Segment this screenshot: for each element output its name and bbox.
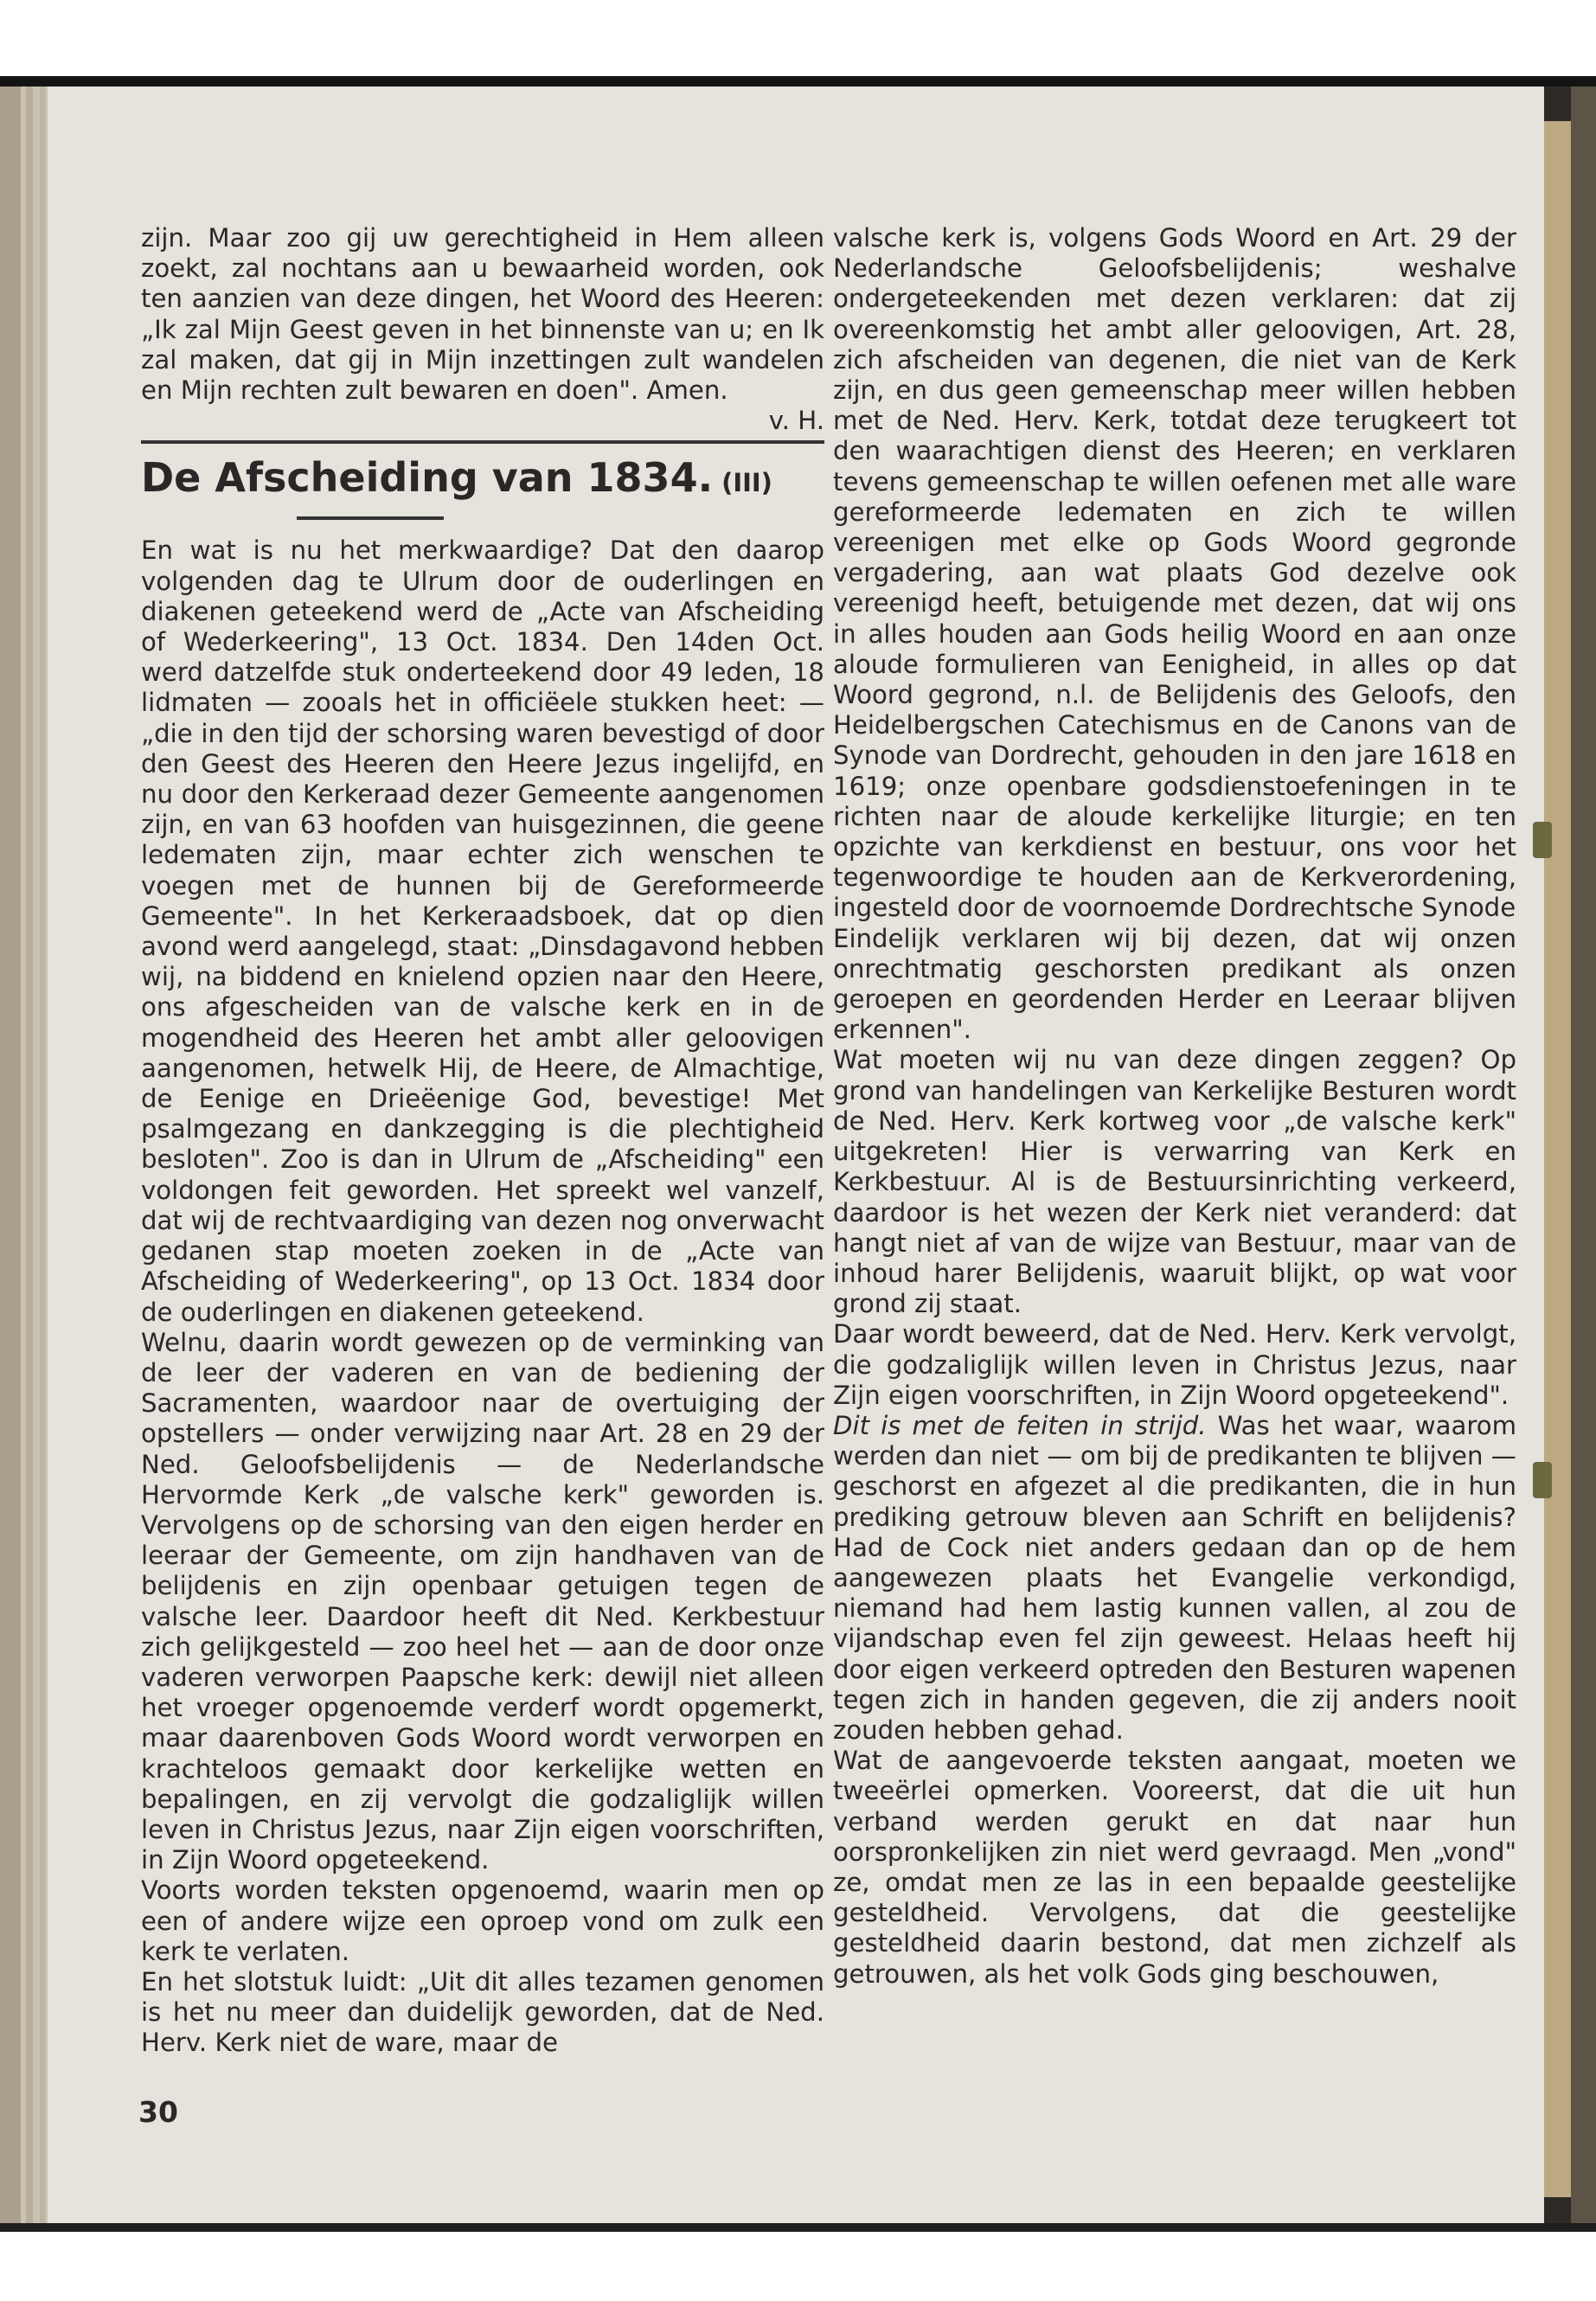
- paragraph-continuation: Was het waar, waarom werden dan niet — om bij de predikanten te blijven — geschorst en afgezet al die predikanten, die in hun prediking getrouw bleven aan Schrift en belijdenis? Had de Cock niet anders gedaan dan op de hem aangewezen plaats het Evangelie verkondigd, niemand had hem lastig kunnen vallen, al zou de vijandschap even fel zijn geweest. Helaas heeft hij door eigen verkeerd optreden den Besturen wapenen tegen zich in handen gegeven, die zij anders nooit zouden hebben gehad.: [833, 1410, 1517, 1745]
- binding-clip-mark: [1533, 1462, 1552, 1498]
- page-number: 30: [138, 2095, 178, 2129]
- section-rule-top: [141, 440, 824, 444]
- section-title-text: De Afscheiding van 1834.: [141, 454, 714, 502]
- paragraph: En het slotstuk luidt: „Uit dit alles tezamen genomen is het nu meer dan duidelijk geworden, dat de Ned. Herv. Kerk niet de ware, maar de: [141, 1966, 824, 2058]
- paragraph: Eindelijk verklaren wij bij dezen, dat wij onzen onrechtmatig geschorsten predikant als onzen geroepen en geordenden Herder en Leeraar blijven erkennen".: [833, 923, 1516, 1045]
- section-rule-short: [297, 516, 444, 520]
- paragraph: Wat moeten wij nu van deze dingen zeggen? Op grond van handelingen van Kerkelijke Besturen wordt de Ned. Herv. Kerk kortweg voor „de valsche kerk" uitgekreten! Hier is verwarring van Kerk en Kerkbestuur. Al is de Bestuursinrichting verkeerd, daardoor is het wezen der Kerk niet veranderd: dat hangt niet af van de wijze van Bestuur, maar van de inhoud harer Belijdenis, waaruit blijkt, op wat voor grond zij staat.: [833, 1045, 1516, 1319]
- paragraph: Voorts worden teksten opgenoemd, waarin men op een of andere wijze een oproep vond om zulk een kerk te verlaten.: [141, 1875, 824, 1966]
- paragraph-italic-lead: [833, 1411, 1516, 1746]
- paragraph: valsche kerk is, volgens Gods Woord en Art. 29 der Nederlandsche Geloofsbelijdenis; weshalve ondergeteekenden met dezen verklaren: dat zij overeenkomstig het ambt aller geloovigen, Art. 28, zich afscheiden van degenen, die niet van de Kerk zijn, en dus geen gemeenschap meer willen hebben met de Ned. Herv. Kerk, totdat deze terugkeert tot den waarachtigen dienst des Heeren; en verklaren tevens gemeenschap te willen oefenen met alle ware gereformeerde ledematen en zich te willen vereenigen met elke op Gods Woord gegronde vergadering, aan wat plaats God dezelve ook vereenigd heeft, betuigende met dezen, dat wij ons in alles houden aan Gods heilig Woord en aan onze aloude formulieren van Eenigheid, in alles op dat Woord gegrond, n.l. de Belijdenis des Geloofs, den Heidelbergschen Catechismus en de Canons van de Synode van Dordrecht, gehouden in den jare 1618 en 1619; onze openbare godsdienstoefeningen in te richten naar de aloude kerkelijke liturgie; en ten opzichte van kerkdienst en bestuur, ons voor het tegenwoordige te houden aan de Kerkverordening, ingesteld door de voornoemde Dordrechtsche Synode: [833, 223, 1516, 923]
- article-end-paragraph: zijn. Maar zoo gij uw gerechtigheid in Hem alleen zoekt, zal nochtans aan u bewaarheid worden, ook ten aanzien van deze dingen, het Woord des Heeren: „Ik zal Mijn Geest geven in het binnenste van u; en Ik zal maken, dat gij in Mijn inzettingen zult wandelen en Mijn rechten zult bewaren en doen". Amen.: [141, 223, 824, 406]
- signature: v. H.: [768, 406, 824, 436]
- right-column: [833, 223, 1516, 1990]
- section-part: (III): [721, 468, 772, 498]
- paragraph: Welnu, daarin wordt gewezen op de verminking van de leer der vaderen en van de bediening der Sacramenten, waardoor naar de overtuiging der opstellers — onder verwijzing naar Art. 28 en 29 der Ned. Geloofsbelijdenis — de Nederlandsche Hervormde Kerk „de valsche kerk" geworden is. Vervolgens op de schorsing van den eigen herder en leeraar der Gemeente, om zijn handhaven van de belijdenis en zijn openbaar getuigen tegen de valsche leer. Daardoor heeft dit Ned. Kerkbestuur zich gelijkgesteld — zoo heel het — aan de door onze vaderen verworpen Paapsche kerk: dewijl niet alleen het vroeger opgenoemde verderf wordt opgemerkt, maar daarenboven Gods Woord wordt verworpen en krachteloos gemaakt door kerkelijke wetten en bepalingen, en zij vervolgt die godzaliglijk willen leven in Christus Jezus, naar Zijn eigen voorschriften, in Zijn Woord opgeteekend.: [141, 1327, 824, 1875]
- paragraph: Wat de aangevoerde teksten aangaat, moeten we tweeërlei opmerken. Vooreerst, dat die uit hun verband werden gerukt en dat naar hun oorspronkelijken zin niet werd gevraagd. Men „vond" ze, omdat men ze las in een bepaalde geestelijke gesteldheid. Vervolgens, dat die geestelijke gesteldheid daarin bestond, dat men zichzelf als getrouwen, als het volk Gods ging beschouwen,: [833, 1746, 1516, 1989]
- section-title: [141, 456, 824, 504]
- italic-phrase: Dit is met de feiten in strijd.: [833, 1410, 1207, 1440]
- paragraph: Daar wordt beweerd, dat de Ned. Herv. Kerk vervolgt, die godzaliglijk willen leven in Christus Jezus, naar Zijn eigen voorschriften, in Zijn Woord opgeteekend".: [833, 1319, 1516, 1410]
- left-column: [141, 223, 824, 2059]
- binding-clip-mark: [1533, 822, 1552, 858]
- paragraph: En wat is nu het merkwaardige? Dat den daarop volgenden dag te Ulrum door de ouderlingen en diakenen geteekend werd de „Acte van Afscheiding of Wederkeering", 13 Oct. 1834. Den 14den Oct. werd datzelfde stuk onderteekend door 49 leden, 18 lidmaten — zooals het in officiëele stukken heet: — „die in den tijd der schorsing waren bevestigd of door den Geest des Heeren den Heere Jezus ingelijfd, en nu door den Kerkeraad dezer Gemeente aangenomen zijn, en van 63 hoofden van huisgezinnen, die geene ledematen zijn, maar echter zich wenschen te voegen met de hunnen bij de Gereformeerde Gemeente". In het Kerkeraadsboek, dat op dien avond werd aangelegd, staat: „Dinsdagavond hebben wij, na biddend en knielend opzien naar den Heere, ons afgescheiden van de valsche kerk en in de mogendheid des Heeren het ambt aller geloovigen aangenomen, hetwelk Hij, de Heere, de Almachtige, de Eenige en Drieëenige God, bevestige! Met psalmgezang en dankzegging is die plechtigheid besloten". Zoo is dan in Ulrum de „Afscheiding" een voldongen feit geworden. Het spreekt wel vanzelf, dat wij de rechtvaardiging van dezen nog onverwacht gedanen stap moeten zoeken in de „Acte van Afscheiding of Wederkeering", op 13 Oct. 1834 door de ouderlingen en diakenen geteekend.: [141, 535, 824, 1327]
